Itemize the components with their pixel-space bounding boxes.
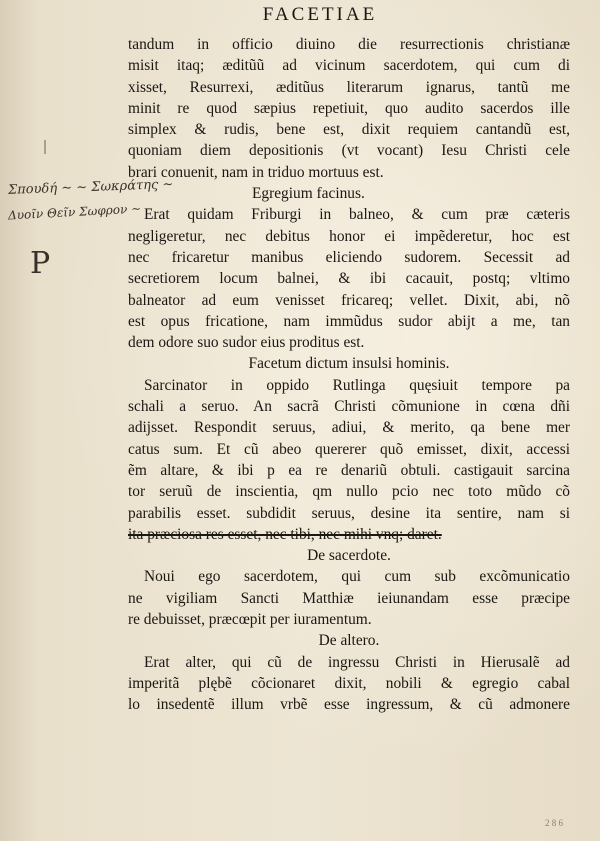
- text-line: parabilis esset. subdidit seruus, desine ita sentire, nam si: [128, 504, 570, 522]
- text-line: catus sum. Et cũ abeo quererer quõ emisset, dixit, accessi: [128, 440, 570, 458]
- text-line: secretiorem locum balnei, & ibi cacauit, postq; vltimo: [128, 270, 570, 288]
- text-line: ne vigiliam Sancti Matthiæ ieiunandam esse præcipe: [128, 589, 570, 607]
- running-header: FACETIAE: [262, 4, 378, 25]
- marginal-note-bottom: Δυοῖν Θεῖν Σωφρον ~: [7, 201, 142, 223]
- text-line: Noui ego sacerdotem, qui cum sub excõmunicatio: [144, 568, 570, 586]
- text-line: minit re quod sæpius repetiuit, quo audito sacerdos ille: [128, 99, 570, 117]
- text-line: brari conuenit, nam in triduo mortuus est.: [128, 163, 384, 181]
- text-line: schali a seruo. An sacrã Christi cõmunione in cœna dñi: [128, 398, 570, 416]
- text-line: misit itaq; æditũũ ad vicinum sacerdotem, qui cum di: [128, 57, 570, 75]
- text-line: simplex & rudis, bene est, dixit requiem cantandũ est,: [128, 121, 570, 139]
- text-line: nec fricaretur manibus eliciendo sudorem. Secessit ad: [128, 248, 570, 266]
- text-line: est opus fricatione, nam immũdus sudor abijt a me, tan: [128, 312, 570, 330]
- text-line: balneator ad eum venisset fricareq; vellet. Dixit, abi, nõ: [128, 291, 570, 309]
- text-line: Erat quidam Friburgi in balneo, & cum præ cæteris: [144, 206, 570, 224]
- text-line: adijsset. Respondit seruus, adiui, & merito, qa bene mer: [128, 419, 570, 437]
- marginal-note-top: Σπουδή ~ ~ Σωκράτης ~: [7, 177, 174, 198]
- section-heading: De altero.: [318, 632, 380, 650]
- marginal-mark: P: [30, 246, 51, 281]
- page-footer-mark: 2 8 6: [545, 818, 563, 828]
- text-line: dem odore suo sudor eius proditus est.: [128, 334, 365, 352]
- ink-mark: [44, 140, 46, 154]
- text-line: Erat alter, qui cũ de ingressu Christi in Hierusalẽ ad: [144, 653, 570, 671]
- text-line: Sarcinator in oppido Rutlinga quęsiuit tempore pa: [144, 376, 570, 394]
- text-line: negligeretur, nec debitus honor ei impẽderetur, hoc est: [128, 227, 570, 245]
- text-block: [128, 34, 570, 716]
- text-line: xisset, Resurrexi, æditũus literarum ignarus, tantũ me: [128, 78, 570, 96]
- text-line: imperitã plębẽ cõcionaret dixit, nobili & egregio cabal: [128, 674, 570, 692]
- section-heading: De sacerdote.: [307, 547, 391, 565]
- struck-text-line: ita præciosa res esset, nec tibi, nec mihi vnq; daret.: [128, 525, 442, 543]
- text-line: quoniam diem depositionis (vt vocant) Iesu Christi cele: [128, 142, 570, 160]
- text-line: tandum in officio diuino die resurrectionis christianæ: [128, 36, 570, 53]
- text-line: re debuisset, præcœpit per iuramentum.: [128, 611, 372, 629]
- text-line: ẽm altare, & ibi p ea re denariũ obtuli. castigauit sarcina: [128, 461, 570, 479]
- text-line: lo insedentẽ illum vrbẽ esse ingressum, & cũ admonere: [128, 696, 570, 714]
- section-heading: Facetum dictum insulsi hominis.: [248, 355, 450, 373]
- section-heading: Egregium facinus.: [252, 185, 365, 203]
- text-line: tor seruũ de inscientia, qm nullo pcio nec toto mũdo cõ: [128, 483, 570, 501]
